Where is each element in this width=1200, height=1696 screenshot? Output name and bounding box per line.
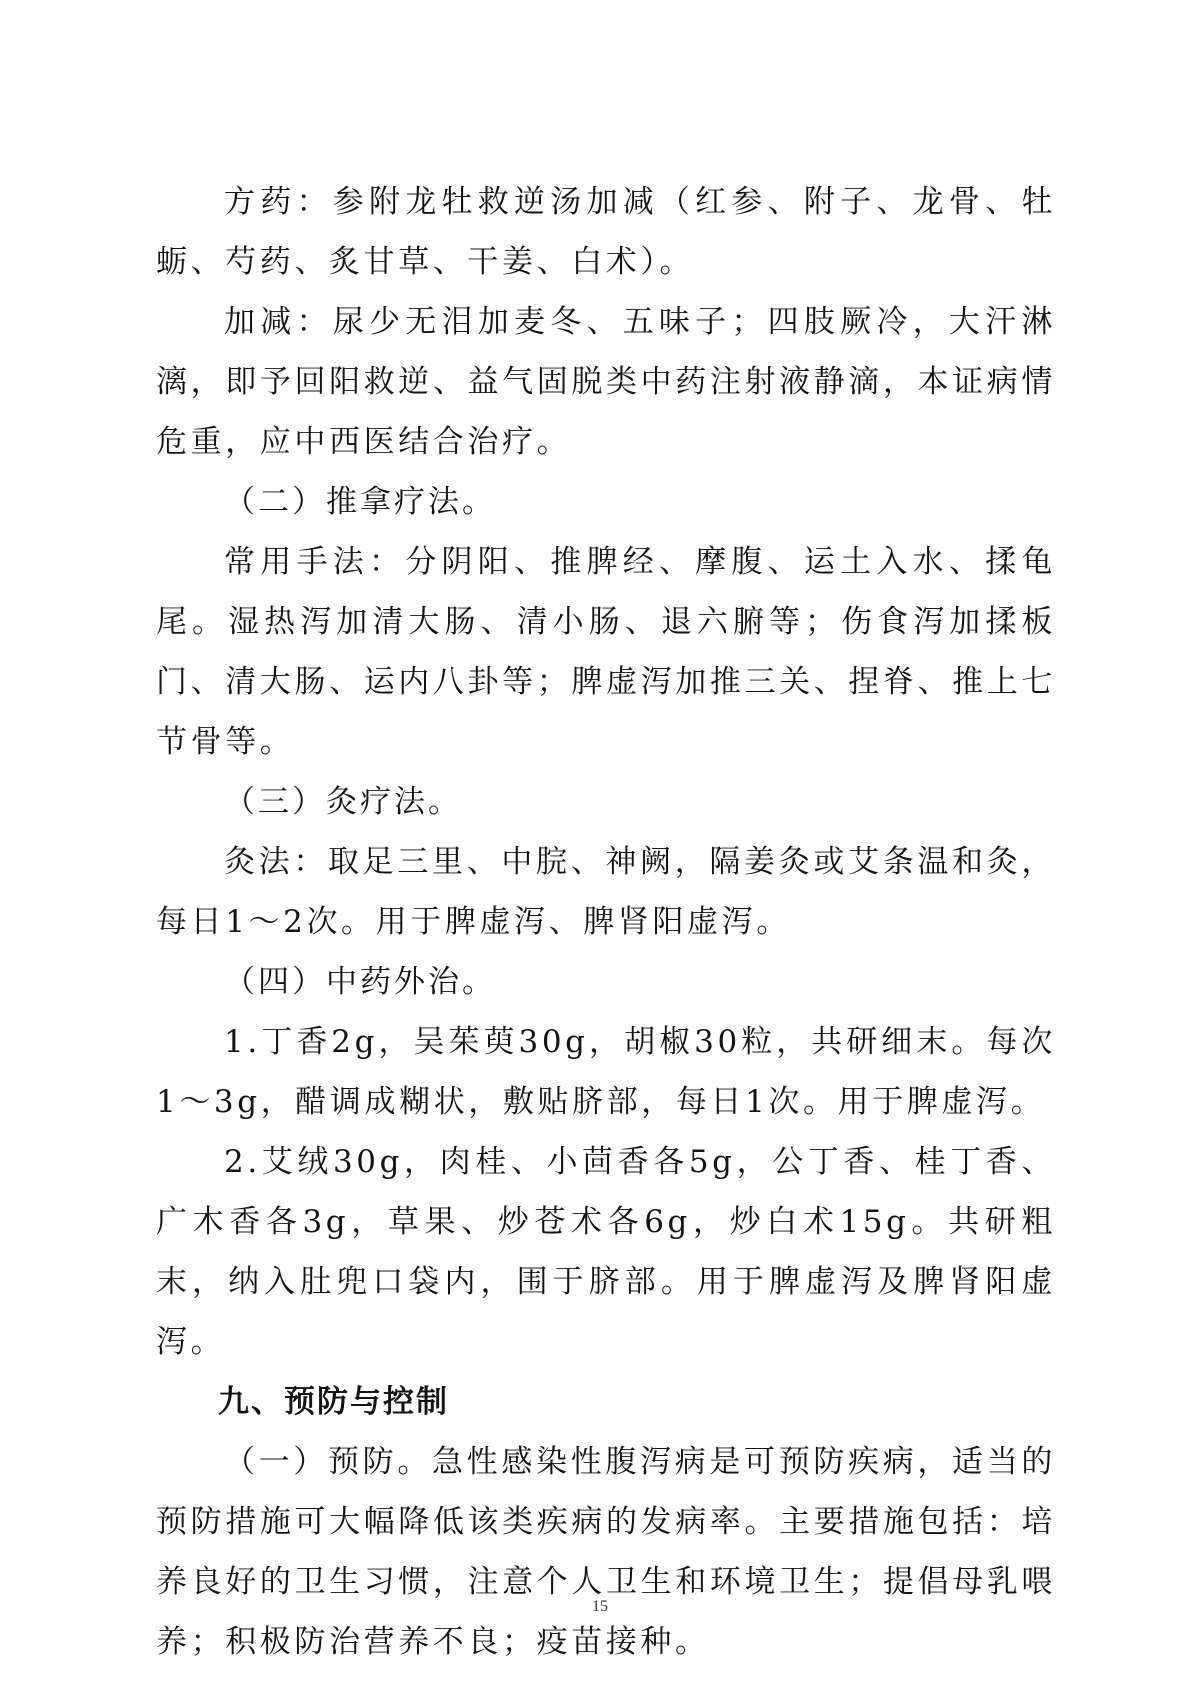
section-heading-prevention-control: 九、预防与控制 [218,1384,449,1420]
paragraph-external-treatment-2: 2.艾绒30g，肉桂、小茴香各5g，公丁香、桂丁香、广木香各3g，草果、炒苍术各6g，炒白术15g。共研粗末，纳入肚兜口袋内，围于脐部。用于脾虚泻及脾肾阳虚泻。 [156,1144,1056,1360]
page-number: 15 [592,1598,608,1615]
paragraph-external-treatment-1: 1.丁香2g，吴茱萸30g，胡椒30粒，共研细末。每次1～3g，醋调成糊状，敷贴脐部，每日1次。用于脾虚泻。 [156,1024,1056,1120]
document-body [156,172,1056,1672]
subheading-external-herbal-treatment: （四）中药外治。 [224,964,496,1000]
paragraph-formula: 方药：参附龙牡救逆汤加减（红参、附子、龙骨、牡蛎、芍药、炙甘草、干姜、白术）。 [156,184,1056,280]
paragraph-moxibustion-method: 灸法：取足三里、中脘、神阙，隔姜灸或艾条温和灸，每日1～2次。用于脾虚泻、脾肾阳虚泻。 [156,844,1056,940]
subheading-moxibustion: （三）灸疗法。 [224,784,462,820]
paragraph-massage-techniques: 常用手法：分阴阳、推脾经、摩腹、运土入水、揉龟尾。湿热泻加清大肠、清小肠、退六腑等；伤食泻加揉板门、清大肠、运内八卦等；脾虚泻加推三关、捏脊、推上七节骨等。 [156,544,1056,760]
subheading-massage-therapy: （二）推拿疗法。 [224,484,496,520]
paragraph-prevention: （一）预防。急性感染性腹泻病是可预防疾病，适当的预防措施可大幅降低该类疾病的发病率。主要措施包括：培养良好的卫生习惯，注意个人卫生和环境卫生；提倡母乳喂养；积极防治营养不良；疫苗接种。 [156,1444,1056,1660]
paragraph-modification: 加减：尿少无泪加麦冬、五味子；四肢厥冷，大汗淋漓，即予回阳救逆、益气固脱类中药注射液静滴，本证病情危重，应中西医结合治疗。 [156,304,1056,460]
